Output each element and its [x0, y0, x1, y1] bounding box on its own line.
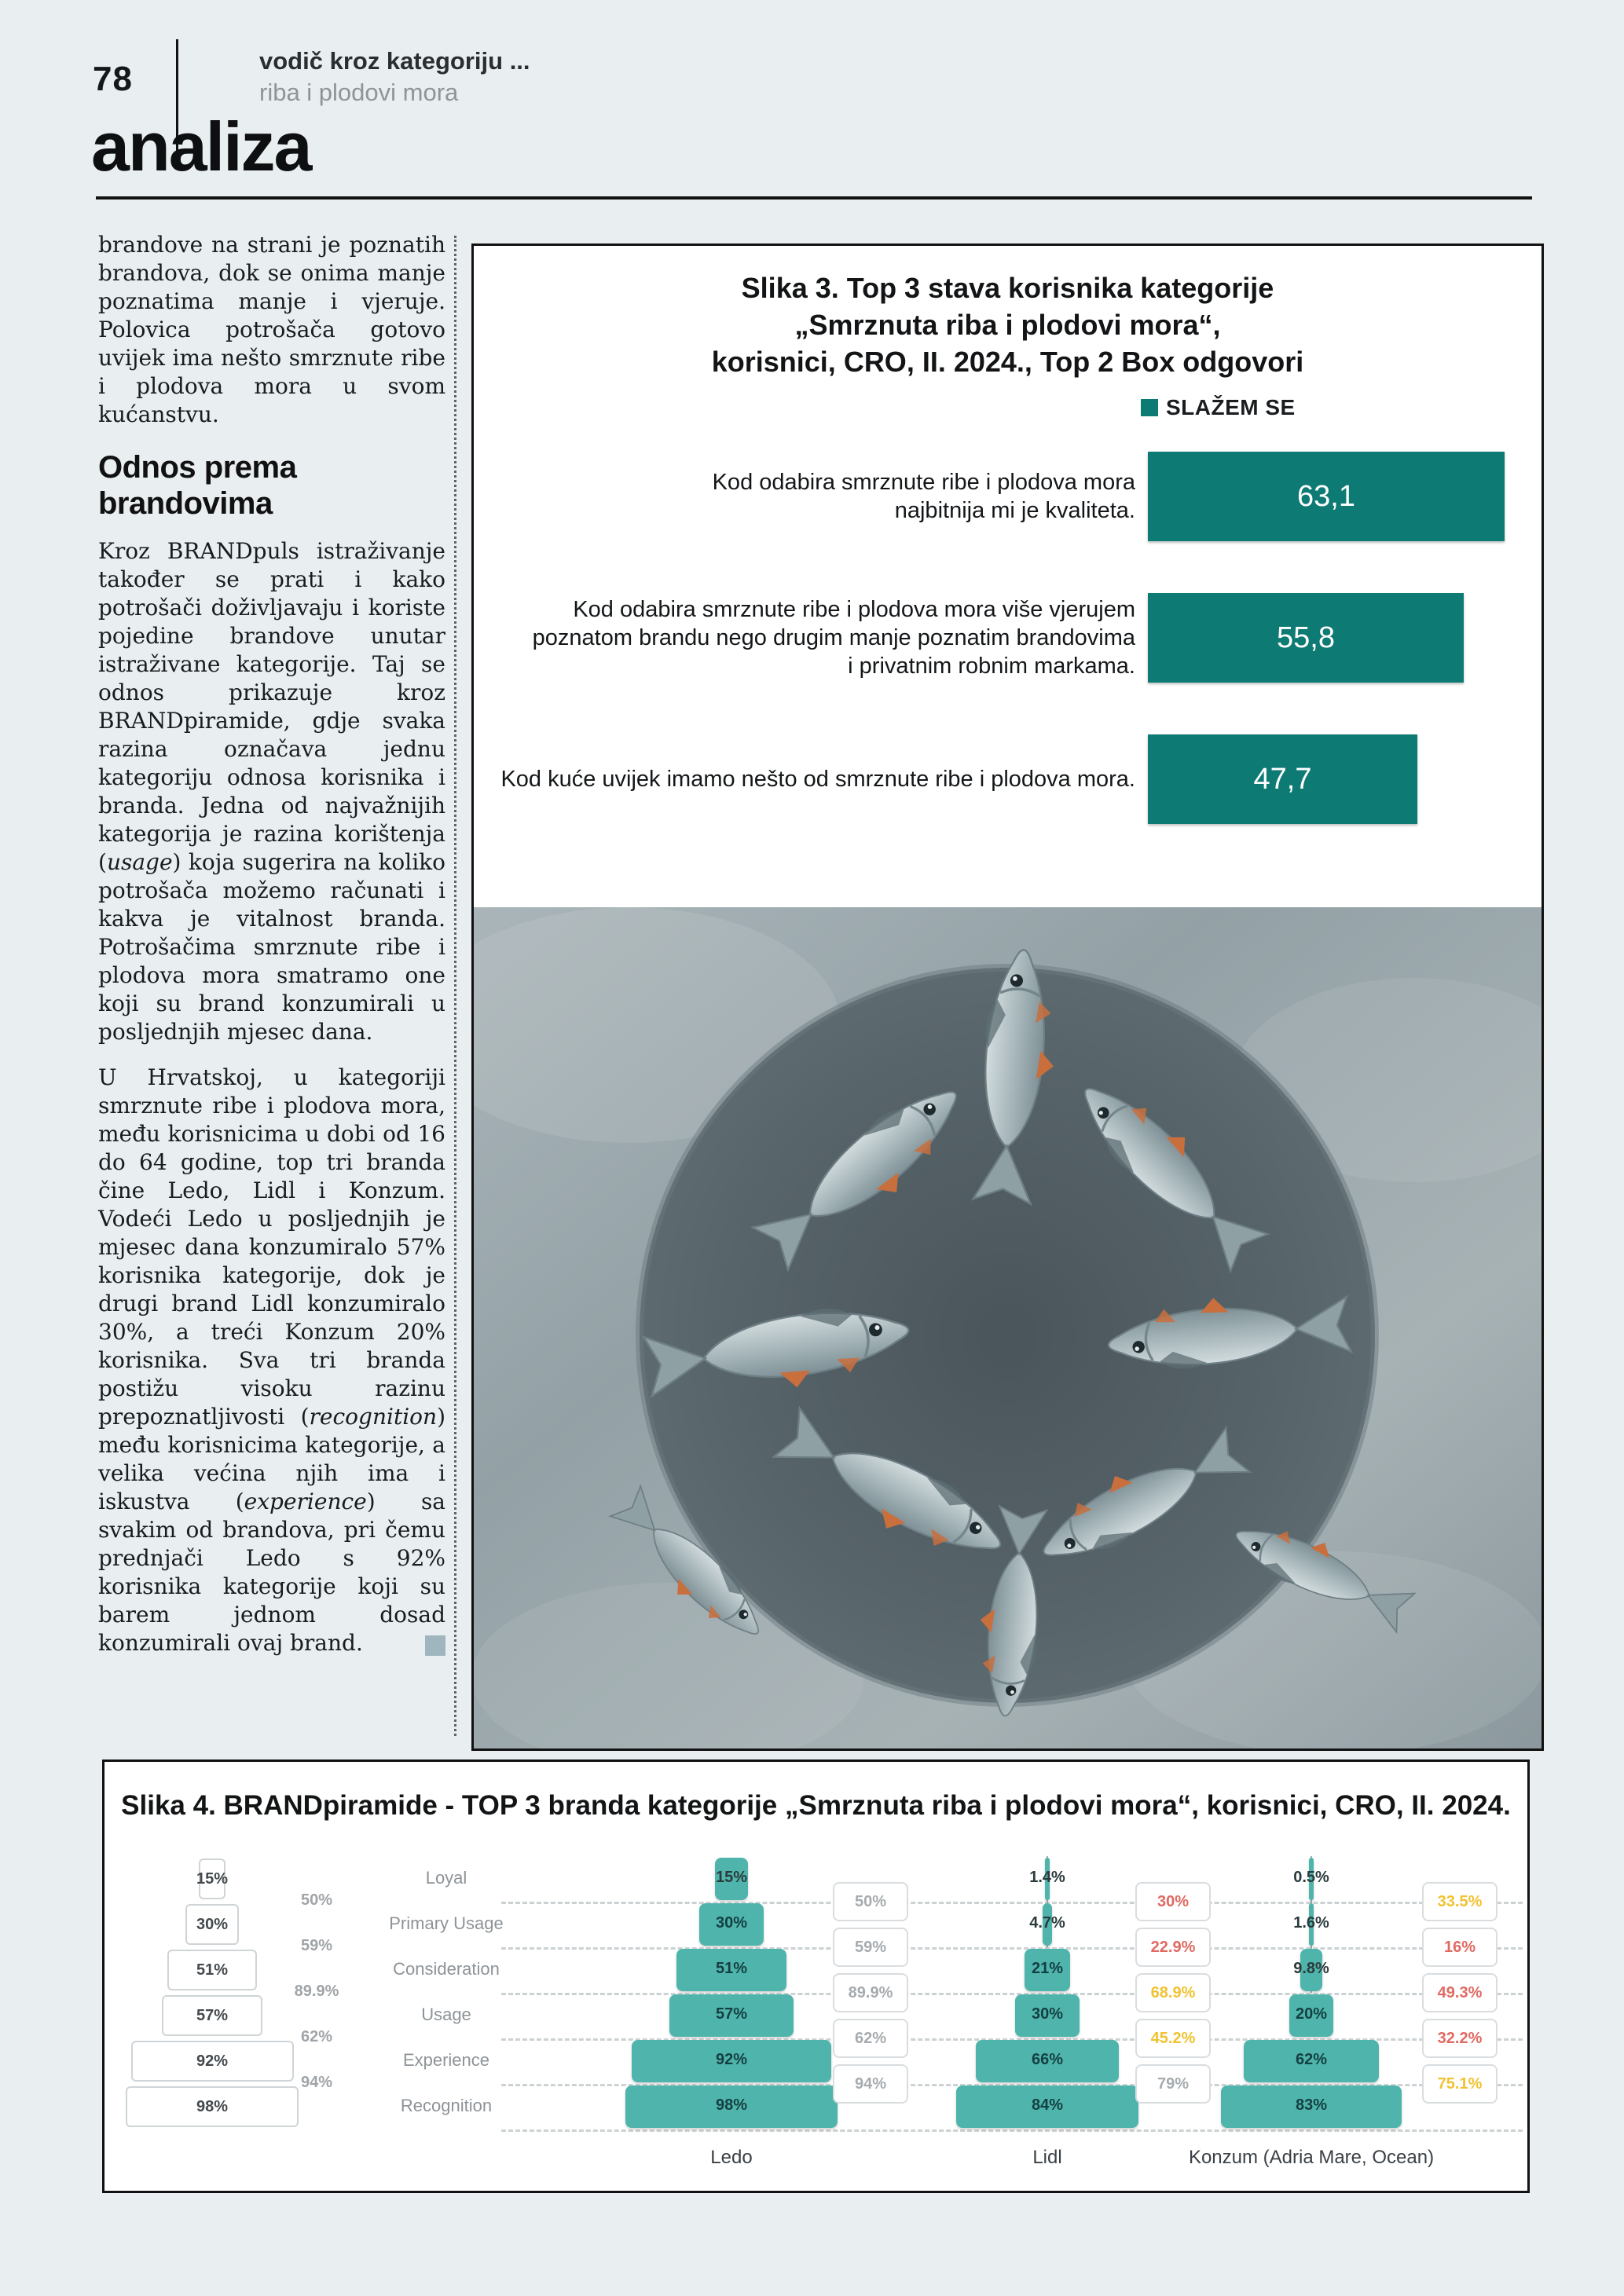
pyramid-stage-label: Experience	[402, 2050, 490, 2070]
figure3-chart	[474, 246, 1542, 907]
reference-conversion-value: 59%	[300, 1937, 333, 1954]
kicker-line-2: riba i plodovi mora	[259, 79, 459, 106]
bar-category-label: Kod odabira smrznute ribe i plodova mora najbitnija mi je kvaliteta.	[712, 470, 1135, 523]
conversion-value-box: 49.3%	[1422, 1973, 1498, 2012]
pyramid-level-value: 1.4%	[1029, 1869, 1065, 1886]
reference-conversion-value: 62%	[300, 2028, 333, 2045]
pyramid-level-value: 62%	[1295, 2051, 1328, 2068]
figure3-block	[471, 244, 1544, 1751]
figure3-title	[474, 269, 1542, 380]
top-rule	[96, 196, 1532, 200]
bar-value-label: 47,7	[1253, 762, 1312, 796]
bar-category-label: Kod odabira smrznute ribe i plodova mora više vjerujem poznatom brandu nego drugim manje poznatim brandovima i privatnim robnim markama.	[532, 597, 1135, 679]
pyramid-stage-label: Usage	[421, 2005, 471, 2024]
pyramid-level-value: 66%	[1031, 2051, 1064, 2068]
pyramid-level-value: 83%	[1295, 2096, 1328, 2114]
conversion-value-box: 62%	[833, 2019, 908, 2058]
pyramid-level-value: 20%	[1295, 2005, 1328, 2023]
reference-pyramid-level: 15%	[199, 1858, 225, 1899]
pyramid-stage-label: Primary Usage	[389, 1913, 504, 1933]
article-paragraph: Kroz BRANDpuls istraživanje također se prati i kako potrošači doživljavaju i koriste pojedine brandove unutar istraživane kategorije. Taj se odnos prikazuje kroz BRANDpiramide, gdje svaka razina označava jednu kategoriju odnosa korisnika i branda. Jedna od najvažnijih kategorija je razina korištenja (usage) koja sugerira na koliko potrošača možemo računati i kakva je vitalnost branda. Potrošačima smrznute ribe i plodova mora smatramo one koji su brand konzumirali u posljednjih mjesec dana.	[98, 538, 445, 1045]
bar-value-label: 55,8	[1277, 621, 1335, 654]
chart-bar	[1148, 734, 1417, 824]
conversion-value-box: 32.2%	[1422, 2019, 1498, 2058]
conversion-value-box: 79%	[1135, 2064, 1211, 2104]
article-paragraph: U Hrvatskoj, u kategoriji smrznute ribe i plodova mora, među korisnicima u dobi od 16 do 64 godine, top tri branda čine Ledo, Lidl i Konzum. Vodeći Ledo u posljednjih je mjesec dana konzumiralo 57% korisnika kategorije, dok je drugi brand Lidl konzumiralo 30%, a treći Konzum 20% korisnika. Sva tri branda postižu visoku razinu prepoznatljivosti (recognition) među korisnicima kategorije, a velika većina njih ima i iskustva (experience) sa svakim od brandova, pri čemu prednjači Ledo s 92% korisnika kategorije koji su barem jednom dosad konzumirali ovaj brand.	[98, 1064, 446, 1656]
reference-conversion-value: 89.9%	[294, 1983, 339, 2000]
pyramid-level-value: 51%	[715, 1960, 748, 1977]
pyramid-stage-label: Consideration	[393, 1959, 500, 1979]
pyramid-stage-label: Loyal	[425, 1868, 467, 1888]
conversion-value-box: 33.5%	[1422, 1882, 1498, 1921]
pyramid-level-value: 92%	[715, 2051, 748, 2068]
column-divider	[454, 236, 456, 1736]
bar-category-label: Kod kuće uvijek imamo nešto od smrznute ribe i plodova mora.	[500, 767, 1135, 792]
pyramid-level-value: 30%	[715, 1914, 748, 1932]
pyramid-brand-label: Ledo	[710, 2147, 753, 2168]
pyramid-level-value: 98%	[715, 2096, 748, 2114]
chart-bar-row	[474, 734, 1542, 824]
conversion-value-box: 94%	[833, 2064, 908, 2104]
pyramid-level-value: 30%	[1031, 2005, 1064, 2023]
end-of-article-mark	[425, 1635, 445, 1656]
chart-bar-row	[474, 452, 1542, 541]
conversion-value-box: 45.2%	[1135, 2019, 1211, 2058]
breadcrumb	[259, 46, 530, 108]
pyramid-brand-label: Lidl	[1032, 2147, 1062, 2168]
reference-pyramid-level: 30%	[185, 1904, 239, 1945]
kicker-line-1: vodič kroz kategoriju ...	[259, 47, 530, 75]
guide-dash-line	[501, 1993, 1523, 1995]
pyramid-level-value: 15%	[715, 1869, 748, 1886]
reference-pyramid-level: 51%	[167, 1950, 258, 1990]
conversion-value-box: 16%	[1422, 1928, 1498, 1967]
bar-value-label: 63,1	[1297, 479, 1355, 513]
conversion-value-box: 22.9%	[1135, 1928, 1211, 1967]
reference-pyramid-level: 98%	[126, 2086, 299, 2127]
figure4-title: Slika 4. BRANDpiramide - TOP 3 branda kategorije „Smrznuta riba i plodovi mora“, korisnici, CRO, II. 2024.	[121, 1790, 1511, 1821]
conversion-value-box: 68.9%	[1135, 1973, 1211, 2012]
pyramid-level-value: 0.5%	[1293, 1869, 1329, 1886]
figure4-box	[102, 1760, 1530, 2193]
legend-label: SLAŽEM SE	[1166, 395, 1296, 419]
conversion-value-box: 89.9%	[833, 1973, 908, 2012]
conversion-value-box: 30%	[1135, 1882, 1211, 1921]
pyramid-level-value: 57%	[715, 2005, 748, 2023]
conversion-value-box: 50%	[833, 1882, 908, 1921]
article-body	[98, 231, 445, 1675]
article-paragraph: brandove na strani je poznatih brandova, dok se onima manje poznatima manje i vjeruje. Polovica potrošača gotovo uvijek ima nešto smrznute ribe i plodova mora u svom kućanstvu.	[98, 232, 445, 427]
pyramid-level-value: 4.7%	[1029, 1914, 1065, 1932]
figure3-title-line1: Slika 3. Top 3 stava korisnika kategorije	[741, 272, 1274, 304]
pyramid-level-value: 21%	[1031, 1960, 1064, 1977]
chart-bar	[1148, 452, 1505, 541]
reference-conversion-value: 50%	[300, 1891, 333, 1909]
guide-dash-line	[501, 1947, 1523, 1950]
page-number: 78	[93, 60, 133, 98]
conversion-value-box: 75.1%	[1422, 2064, 1498, 2104]
reference-pyramid-level: 57%	[162, 1995, 262, 2036]
pyramid-stage-label: Recognition	[400, 2096, 493, 2115]
pyramid-brand-label: Konzum (Adria Mare, Ocean)	[1188, 2147, 1435, 2168]
reference-pyramid-level: 92%	[131, 2041, 294, 2082]
guide-dash-line	[501, 1902, 1523, 1904]
reference-conversion-value: 94%	[300, 2074, 333, 2091]
fish-photo-illustration	[474, 907, 1542, 1749]
section-title: analiza	[91, 108, 311, 185]
chart-bar	[1148, 593, 1464, 683]
guide-dash-line	[501, 2129, 1523, 2132]
frozen-fish-photo	[474, 907, 1542, 1749]
chart-bar-row	[474, 593, 1542, 683]
conversion-value-box: 59%	[833, 1928, 908, 1967]
chart-legend	[1141, 395, 1296, 420]
article-subhead: Odnos prema brandovima	[98, 450, 297, 521]
figure3-title-line2: „Smrznuta riba i plodovi mora“,	[794, 309, 1221, 341]
pyramid-level-value: 84%	[1031, 2096, 1064, 2114]
pyramid-level-value: 1.6%	[1293, 1914, 1329, 1932]
pyramid-level-value: 9.8%	[1293, 1960, 1329, 1977]
legend-swatch-icon	[1141, 399, 1158, 416]
figure3-title-line3: korisnici, CRO, II. 2024., Top 2 Box odgovori	[711, 346, 1304, 378]
